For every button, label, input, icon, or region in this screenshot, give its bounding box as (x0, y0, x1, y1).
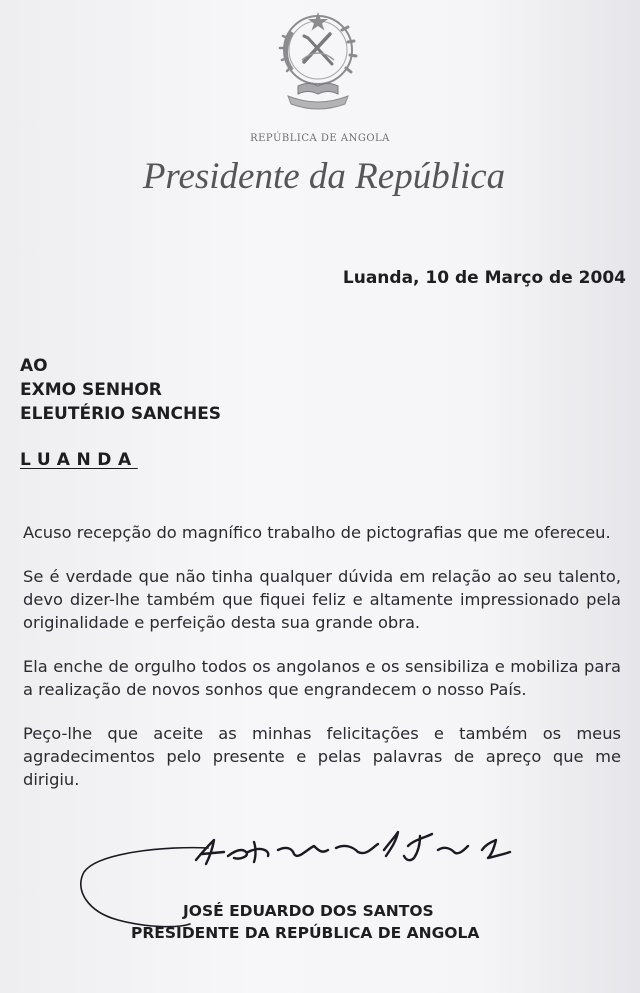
republic-label: REPÚBLICA DE ANGOLA (250, 133, 390, 144)
body-paragraph: Se é verdade que não tinha qualquer dúvida em relação ao seu talento, devo dizer-lhe também que fiquei feliz e altamente impressionado pela originalidade e perfeição desta sua grande obra. (23, 567, 621, 632)
recipient-name: ELEUTÉRIO SANCHES (20, 404, 222, 424)
date-line: Luanda, 10 de Março de 2004 (342, 268, 626, 288)
signatory-title: PRESIDENTE DA REPÚBLICA DE ANGOLA (131, 924, 480, 942)
recipient-block (20, 354, 221, 426)
letter-body (23, 521, 621, 812)
recipient-line-honorific: EXMO SENHOR (20, 380, 162, 400)
signatory-name: JOSÉ EDUARDO DOS SANTOS (183, 902, 434, 920)
recipient-line-ao: AO (20, 356, 48, 376)
body-paragraph: Ela enche de orgulho todos os angolanos e os sensibiliza e mobiliza para a realização de novos sonhos que engrandecem o nosso País. (23, 657, 621, 699)
office-title: Presidente da República (142, 156, 506, 197)
body-paragraph: Peço-lhe que aceite as minhas felicitações e também os meus agradecimentos pelo presente e pelas palavras de apreço que me dirigiu. (23, 724, 621, 789)
angola-coat-of-arms-icon (278, 10, 358, 120)
body-paragraph: Acuso recepção do magnífico trabalho de pictografias que me ofereceu. (23, 523, 611, 542)
recipient-city: LUANDA (20, 450, 138, 470)
